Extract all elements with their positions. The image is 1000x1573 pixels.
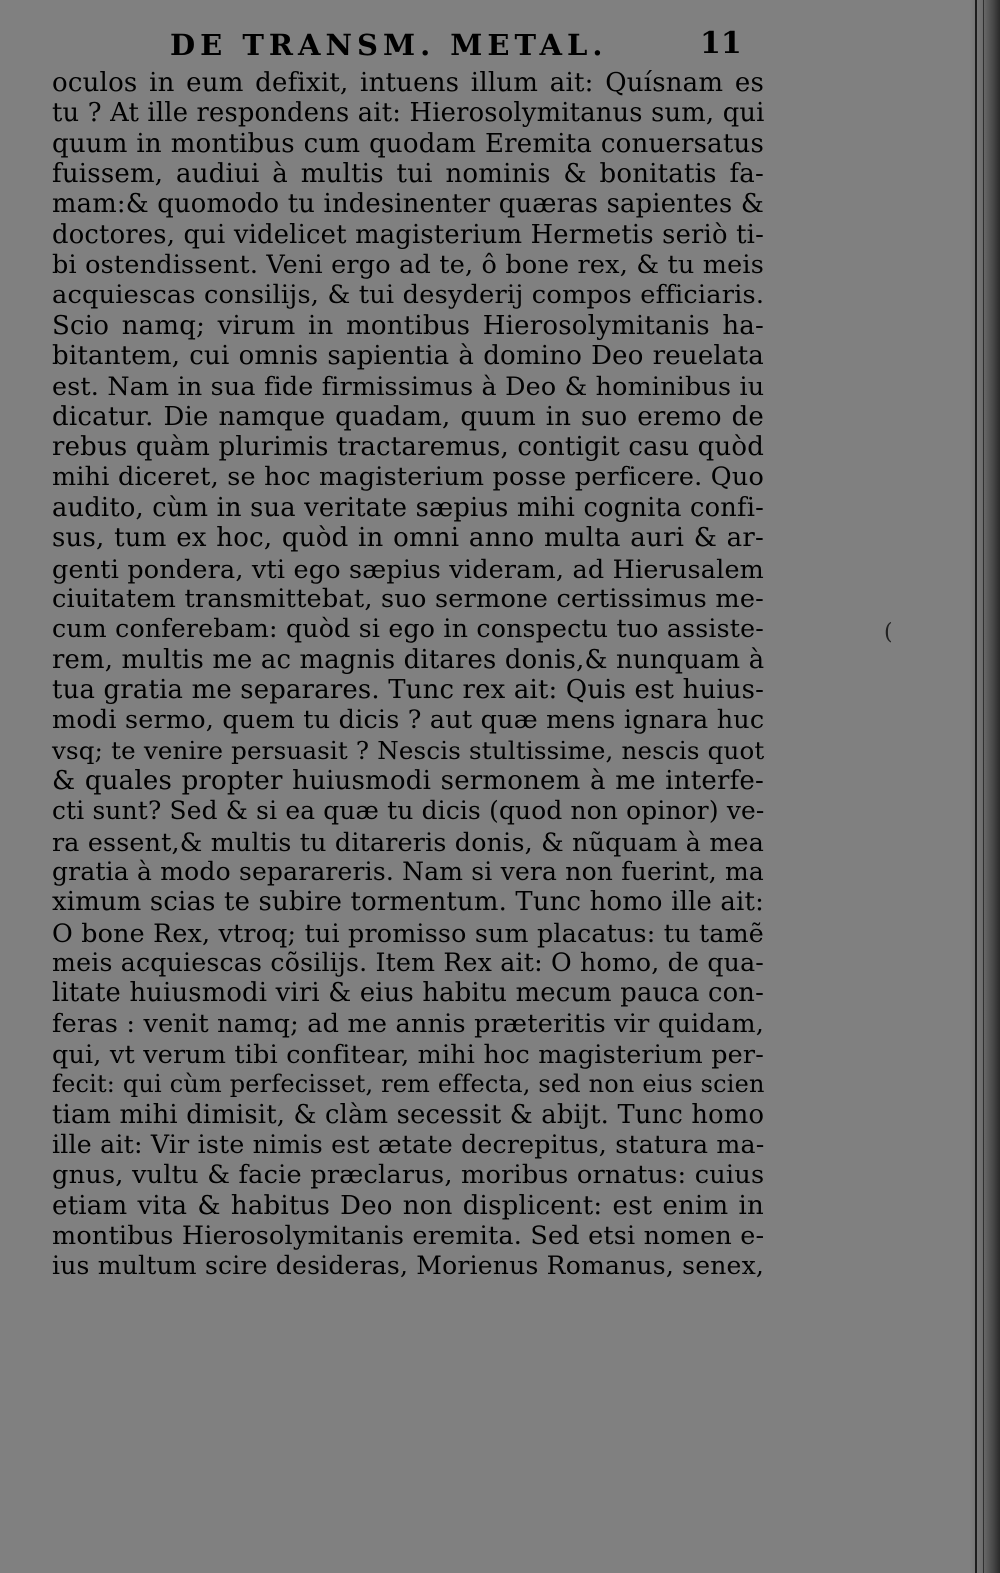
- text-line: quum in montibus cum quodam Eremita conuersatus: [52, 128, 764, 159]
- text-line: acquiescas consilijs, & tui desyderij compos efficiaris.: [52, 280, 765, 311]
- text-line: meis acquiescas cõsilijs. Item Rex ait: O homo, de qua-: [52, 947, 764, 977]
- text-line: tiam mihi dimisit, & clàm secessit & abijt. Tunc homo: [52, 1099, 765, 1130]
- text-line: oculos in eum defixit, intuens illum ait: Quísnam es: [52, 68, 764, 98]
- running-head: DE TRANSM. METAL.: [170, 28, 608, 62]
- text-line: fuissem, audiui à multis tui nominis & bonitatis fa-: [52, 159, 764, 190]
- text-line: cti sunt? Sed & si ea quæ tu dicis (quod non opinor) ve-: [52, 796, 765, 826]
- text-line: tu ? At ille respondens ait: Hierosolymitanus sum, qui: [52, 98, 765, 129]
- text-line: ximum scias te subire tormentum. Tunc homo ille ait:: [52, 887, 764, 918]
- text-line: tua gratia me separares. Tunc rex ait: Quis est huius-: [52, 674, 765, 705]
- text-line: fecit: qui cùm perfecisset, rem effecta, sed non eius scien: [52, 1070, 765, 1099]
- text-line: litate huiusmodi viri & eius habitu mecum pauca con-: [52, 978, 764, 1009]
- text-line: genti pondera, vti ego sæpius videram, ad Hierusalem: [52, 553, 764, 584]
- text-line: O bone Rex, vtroq; tui promisso sum placatus: tu tamẽ: [52, 917, 764, 948]
- text-line: cum conferebam: quòd si ego in conspectu tuo assiste-: [52, 614, 764, 644]
- margin-mark: (: [884, 620, 893, 645]
- text-line: ra essent,& multis tu ditareris donis, & nũquam à mea: [52, 826, 764, 857]
- text-line: dicatur. Die namque quadam, quum in suo eremo de: [52, 401, 764, 432]
- text-line: montibus Hierosolymitanis eremita. Sed etsi nomen e-: [52, 1221, 765, 1252]
- text-line: qui, vt verum tibi confitear, mihi hoc magisterium per-: [52, 1039, 764, 1069]
- text-line: & quales propter huiusmodi sermonem à me interfe-: [52, 765, 764, 796]
- text-line: Scio namq; virum in montibus Hierosolymitanis ha-: [52, 310, 764, 341]
- text-line: bitantem, cui omnis sapientia à domino Deo reuelata: [52, 341, 764, 372]
- text-line: audito, cùm in sua veritate sæpius mihi cognita confi-: [52, 492, 765, 523]
- text-line: modi sermo, quem tu dicis ? aut quæ mens ignara huc: [52, 705, 765, 736]
- gutter-rule-inner: [983, 0, 984, 1573]
- text-line: mam:& quomodo tu indesinenter quæras sapientes &: [52, 189, 764, 220]
- text-line: doctores, qui videlicet magisterium Hermetis seriò ti-: [52, 219, 764, 250]
- text-line: ius multum scire desideras, Morienus Romanus, senex,: [52, 1251, 765, 1281]
- gutter-rule: [975, 0, 977, 1573]
- text-line: rem, multis me ac magnis ditares donis,& nunquam à: [52, 644, 765, 675]
- text-line: vsq; te venire persuasit ? Nescis stultissime, nescis quot: [52, 735, 765, 765]
- text-line: ciuitatem transmittebat, suo sermone certissimus me-: [52, 583, 764, 614]
- text-line: sus, tum ex hoc, quòd in omni anno multa auri & ar-: [52, 523, 764, 554]
- text-line: ille ait: Vir iste nimis est ætate decrepitus, statura ma-: [52, 1130, 765, 1160]
- text-line: etiam vita & habitus Deo non displicent: est enim in: [52, 1190, 764, 1221]
- text-line: gnus, vultu & facie præclarus, moribus ornatus: cuius: [52, 1160, 765, 1191]
- text-line: bi ostendissent. Veni ergo ad te, ô bone rex, & tu meis: [52, 250, 764, 281]
- text-line: rebus quàm plurimis tractaremus, contigit casu quòd: [52, 432, 765, 463]
- text-line: feras : venit namq; ad me annis præteritis vir quidam,: [52, 1008, 765, 1039]
- page-number: 11: [700, 26, 742, 61]
- text-line: est. Nam in sua fide firmissimus à Deo & hominibus iu: [52, 371, 765, 402]
- text-line: gratia à modo separareris. Nam si vera non fuerint, ma: [52, 856, 764, 886]
- body-text: [52, 68, 764, 1282]
- text-line: mihi diceret, se hoc magisterium posse perficere. Quo: [52, 462, 764, 493]
